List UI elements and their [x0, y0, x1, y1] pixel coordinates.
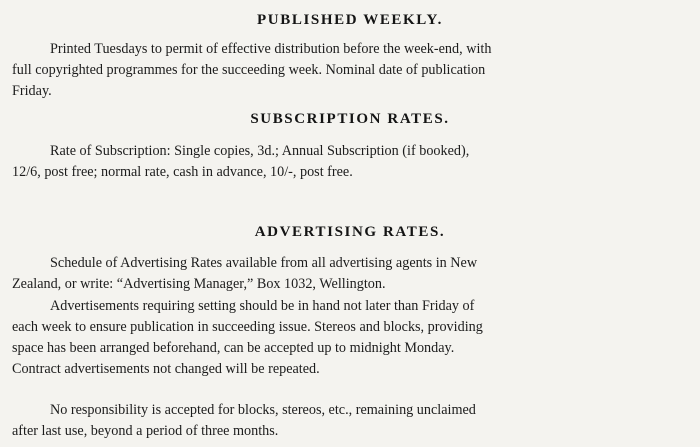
- text-line: after last use, beyond a period of three months.: [12, 423, 279, 439]
- text-line: 12/6, post free; normal rate, cash in advance, 10/-, post free.: [12, 164, 353, 180]
- text-line: Contract advertisements not changed will be repeated.: [12, 361, 320, 377]
- text-line: full copyrighted programmes for the succeeding week. Nominal date of publication: [12, 62, 486, 78]
- text-line: Advertisements requiring setting should be in hand not later than Friday of: [50, 298, 475, 314]
- published-weekly-paragraph: [12, 39, 688, 102]
- text-line: Zealand, or write: “Advertising Manager,” Box 1032, Wellington.: [12, 276, 386, 292]
- text-line: Printed Tuesdays to permit of effective distribution before the week-end, with: [50, 41, 492, 57]
- text-line: Schedule of Advertising Rates available from all advertising agents in New: [50, 255, 478, 271]
- subscription-rates-paragraph: [12, 141, 688, 183]
- text-line: No responsibility is accepted for blocks, stereos, etc., remaining unclaimed: [50, 402, 476, 418]
- subscription-rates-heading: SUBSCRIPTION RATES.: [250, 111, 450, 127]
- text-line: each week to ensure publication in succeeding issue. Stereos and blocks, providing: [12, 319, 483, 335]
- published-weekly-heading: PUBLISHED WEEKLY.: [257, 12, 443, 28]
- advertising-schedule-paragraph: [12, 253, 688, 295]
- no-responsibility-paragraph: [12, 400, 688, 442]
- text-line: Friday.: [12, 83, 52, 99]
- text-line: space has been arranged beforehand, can be accepted up to midnight Monday.: [12, 340, 455, 356]
- advertising-rates-heading: ADVERTISING RATES.: [254, 224, 446, 240]
- advertisements-setting-paragraph: [12, 296, 688, 380]
- text-line: Rate of Subscription: Single copies, 3d.; Annual Subscription (if booked),: [50, 143, 470, 159]
